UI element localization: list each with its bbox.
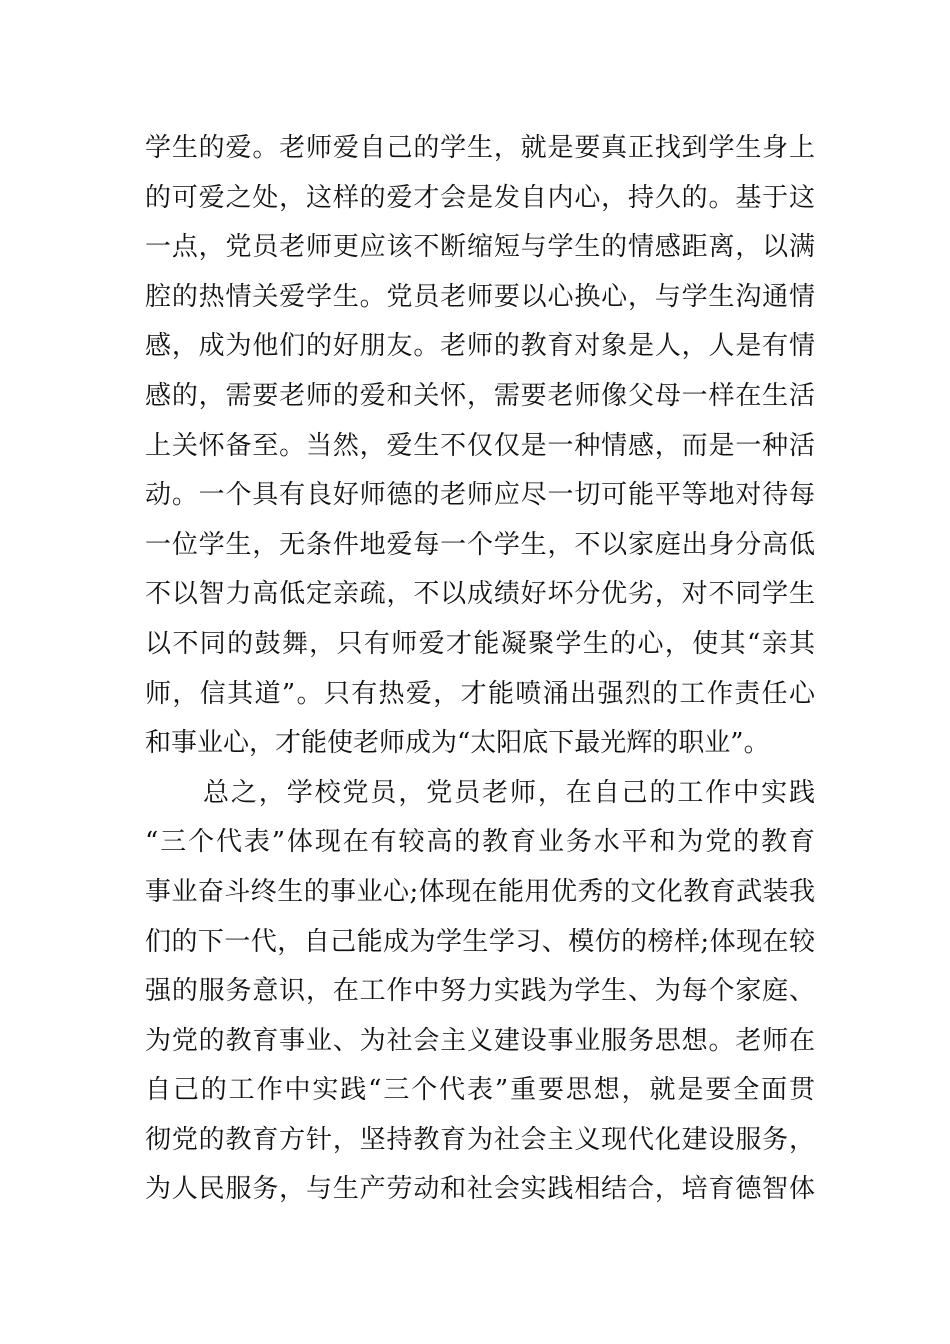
- paragraph-end-line: 和事业心，才能使老师成为“太阳底下最光辉的职业”。: [145, 728, 770, 759]
- text-line: 以不同的鼓舞，只有师爱才能凝聚学生的心，使其“亲其: [145, 628, 815, 659]
- text-line: 学生的爱。老师爱自己的学生，就是要真正找到学生身上: [145, 133, 815, 163]
- text-line: 们的下一代，自己能成为学生学习、模仿的榜样;体现在较: [145, 926, 815, 957]
- text-line: 不以智力高低定亲疏，不以成绩好坏分优劣，对不同学生: [145, 579, 815, 610]
- text-line: 动。一个具有良好师德的老师应尽一切可能平等地对待每: [145, 480, 815, 511]
- text-line: 的可爱之处，这样的爱才会是发自内心，持久的。基于这: [145, 182, 815, 213]
- text-line: 感的，需要老师的爱和关怀，需要老师像父母一样在生活: [145, 380, 815, 411]
- text-line: 上关怀备至。当然，爱生不仅仅是一种情感，而是一种活: [145, 430, 815, 461]
- text-line: 事业奋斗终生的事业心;体现在能用优秀的文化教育武装我: [145, 876, 815, 907]
- text-line: 彻党的教育方针，坚持教育为社会主义现代化建设服务，: [145, 1124, 815, 1155]
- paragraph-first-line: 总之，学校党员，党员老师，在自己的工作中实践: [203, 777, 815, 808]
- text-line: 腔的热情关爱学生。党员老师要以心换心，与学生沟通情: [145, 281, 815, 312]
- text-line: 强的服务意识，在工作中努力实践为学生、为每个家庭、: [145, 976, 815, 1007]
- text-line: 一点，党员老师更应该不断缩短与学生的情感距离，以满: [145, 232, 815, 263]
- text-line: 师，信其道”。只有热爱，才能喷涌出强烈的工作责任心: [145, 678, 815, 709]
- text-line: 感，成为他们的好朋友。老师的教育对象是人，人是有情: [145, 331, 815, 362]
- text-line: 自己的工作中实践“三个代表”重要思想，就是要全面贯: [145, 1075, 815, 1106]
- text-line: “三个代表”体现在有较高的教育业务水平和为党的教育: [145, 827, 815, 858]
- text-line: 为人民服务，与生产劳动和社会实践相结合，培育德智体: [145, 1174, 815, 1205]
- text-line: 为党的教育事业、为社会主义建设事业服务思想。老师在: [145, 1025, 815, 1056]
- text-line: 一位学生，无条件地爱每一个学生，不以家庭出身分高低: [145, 529, 815, 560]
- body-text: [145, 124, 815, 1215]
